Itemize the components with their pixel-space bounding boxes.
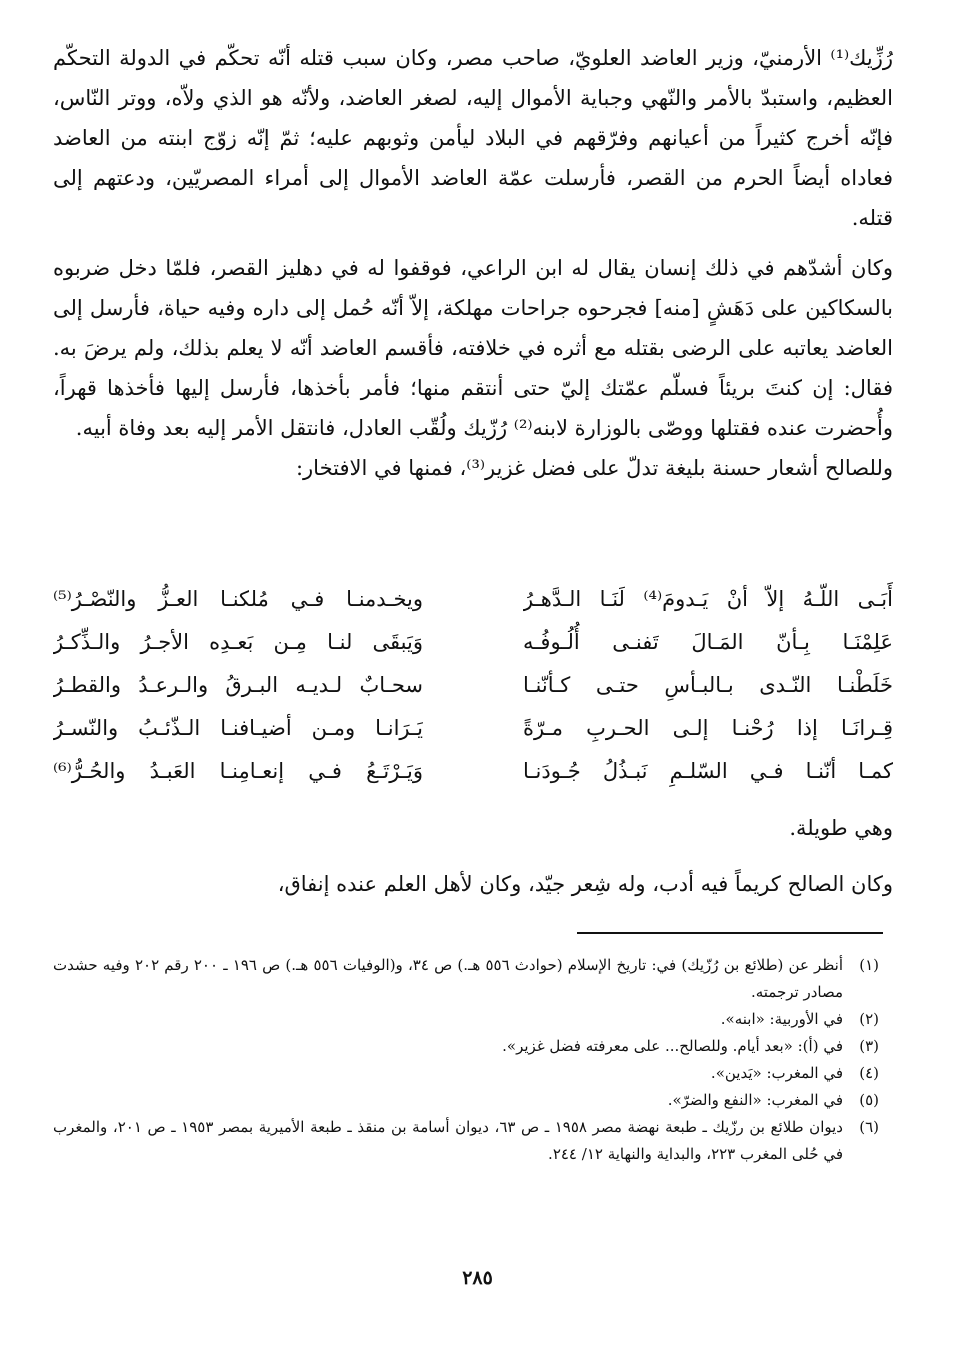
- verse-first-hemistich: عَلِمْنَـا بِـأنّ المَـالَ تَفنـى أُلُـوفُـه: [523, 630, 893, 654]
- poem-verse: [53, 707, 893, 750]
- footnote-number: (٤): [859, 1064, 879, 1082]
- verse-second-hemistich: يَـرَانـا ومـن أضيـافنـا الـذّئـبُ والنّسـرُ: [53, 716, 423, 740]
- footnote-text: في المغرب: «يَدين».: [710, 1064, 843, 1082]
- verse-second-hemistich: سحـابٌ لـديـه البـرقُ والـرعـدُ والقطـرُ: [53, 673, 423, 697]
- footnote: [53, 1033, 893, 1060]
- footnote: [53, 1006, 893, 1033]
- paragraph-1: رُزِّيك⁽¹⁾ الأرمنيّ، وزير العاضد العلويّ، صاحب مصر، وكان سبب قتله أنّه تحكّم في الدولة التحكّم العظيم، واستبدّ بالأمر والنّهي وجباية الأموال إليه، لصغر العاضد، ولأنّه هو الذي ولاّه، ووتر النّاس، فإنّه أخرج كثيراً من أعيانهم وفرّقهم في البلاد ليأمن وثوبهم عليه؛ ثمّ إنّه زوّج ابنته من العاضد فعاداه أيضاً الحرم من القصر، فأرسلت عمّة العاضد الأموال إلى أمراء المصريّين، ودعتهم إلى قتله.: [53, 46, 893, 230]
- verse-second-hemistich: ويخـدمنـا فـي مُلكنـا العـزُّ والنّصْـرُ⁽⁵⁾: [53, 587, 423, 611]
- main-text: [53, 38, 893, 488]
- footnote-number: (١): [859, 956, 879, 974]
- poem: [53, 578, 893, 793]
- paragraph-4: وكان الصالح كريماً فيه أدب، وله شِعر جيّد، وكان لأهل العلم عنده إنفاق،: [277, 872, 893, 896]
- verse-second-hemistich: وَيَبقَى لنـا مِـن بَعـدِه الأجـرُ والـذِّكـرُ: [53, 630, 423, 654]
- verse-first-hemistich: كمـا أنّنـا فـي السّلـمِ نَبـذُلُ جُـودَنـا: [523, 759, 893, 783]
- footnote-number: (٦): [859, 1118, 879, 1136]
- footnotes: [53, 952, 893, 1168]
- paragraph-2: وكان أشدّهم في ذلك إنسان يقال له ابن الراعي، فوقفوا له في دهليز القصر، فلمّا دخل ضربوه بالسكاكين على دَهَشٍ [منه] فجرحوه جراحات مهلكة، إلاّ أنّه حُمل إلى داره وفيه حياة، فأرسل إلى العاضد يعاتبه على الرضى بقتله مع أثره في خلافته، فأقسم العاضد أنّه لا يعلم بذلك، ولم يرضَ به. فقال: إن كنتَ بريئاً فسلّم عمّتك إليّ حتى أنتقم منها؛ فأمر بأخذها، فأرسل إليها فأخذها قهراً، وأُحضرت عنده فقتلها ووصّى بالوزارة لابنه⁽²⁾ رُزّيك ولُقّب العادل، فانتقل الأمر إليه بعد وفاة أبيه.: [53, 256, 893, 440]
- paragraph-3: وللصالح أشعار حسنة بليغة تدلّ على فضل غزير⁽³⁾، فمنها في الافتخار:: [295, 456, 893, 480]
- footnote-number: (٢): [859, 1010, 879, 1028]
- footnote-text: في المغرب: «النفع والضرّ».: [667, 1091, 843, 1109]
- footnote-divider: [577, 932, 883, 934]
- footnote-text: ديوان طلائع بن رزّيك ـ طبعة نهضة مصر ١٩٥٨ ـ ص ٦٣، ديوان أسامة بن منقذ ـ طبعة الأميرية بمصر ١٩٥٣ ـ ص ٢٠١، والمغرب في حُلى المغرب ٢٢٣، والبداية والنهاية ١٢/ ٢٤٤.: [53, 1118, 843, 1163]
- footnote-text: في (أ): «بعد أيام. وللصالح... على معرفته فضل غزير».: [502, 1037, 843, 1055]
- poem-verse: [53, 664, 893, 707]
- footnote: [53, 1060, 893, 1087]
- footnote-number: (٥): [859, 1091, 879, 1109]
- verse-second-hemistich: وَيَـرْتَـعُ فـي إنعـامِنـا العَبـدُ والحُـرُّ⁽⁶⁾: [53, 759, 423, 783]
- footnote: [53, 1087, 893, 1114]
- after-poem-text: [53, 808, 893, 920]
- verse-first-hemistich: قِـرانَـا إذا رُحْنـا إلـى الحـربِ مـرّةً: [523, 716, 893, 740]
- footnote-number: (٣): [859, 1037, 879, 1055]
- verse-first-hemistich: أَبَـى اللّـهُ إلاّ أنْ يَـدومَ⁽⁴⁾ لَنَـا الـدَّهـرُ: [523, 587, 893, 611]
- verse-first-hemistich: خَلَطْنـا النّـدى بـالبـأسِ حتـى كـأنّنـا: [523, 673, 893, 697]
- poem-verse: [53, 578, 893, 621]
- footnote-text: أنظر عن (طلائع بن رُزّيك) في: تاريخ الإسلام (حوادث ٥٥٦ هـ.) ص ٣٤، و(الوفيات ٥٥٦ هـ.) ص ١٩٦ ـ ٢٠٠ رقم ٢٠٢ وفيه حشدت مصادر ترجمته.: [53, 956, 843, 1001]
- poem-verse: [53, 750, 893, 793]
- footnote-text: في الأوربية: «ابنه».: [720, 1010, 843, 1028]
- poem-closing-line: وهي طويلة.: [789, 816, 893, 840]
- page-number: ٢٨٥: [462, 1267, 493, 1289]
- footnote: [53, 1114, 893, 1168]
- footnote: [53, 952, 893, 1006]
- poem-verse: [53, 621, 893, 664]
